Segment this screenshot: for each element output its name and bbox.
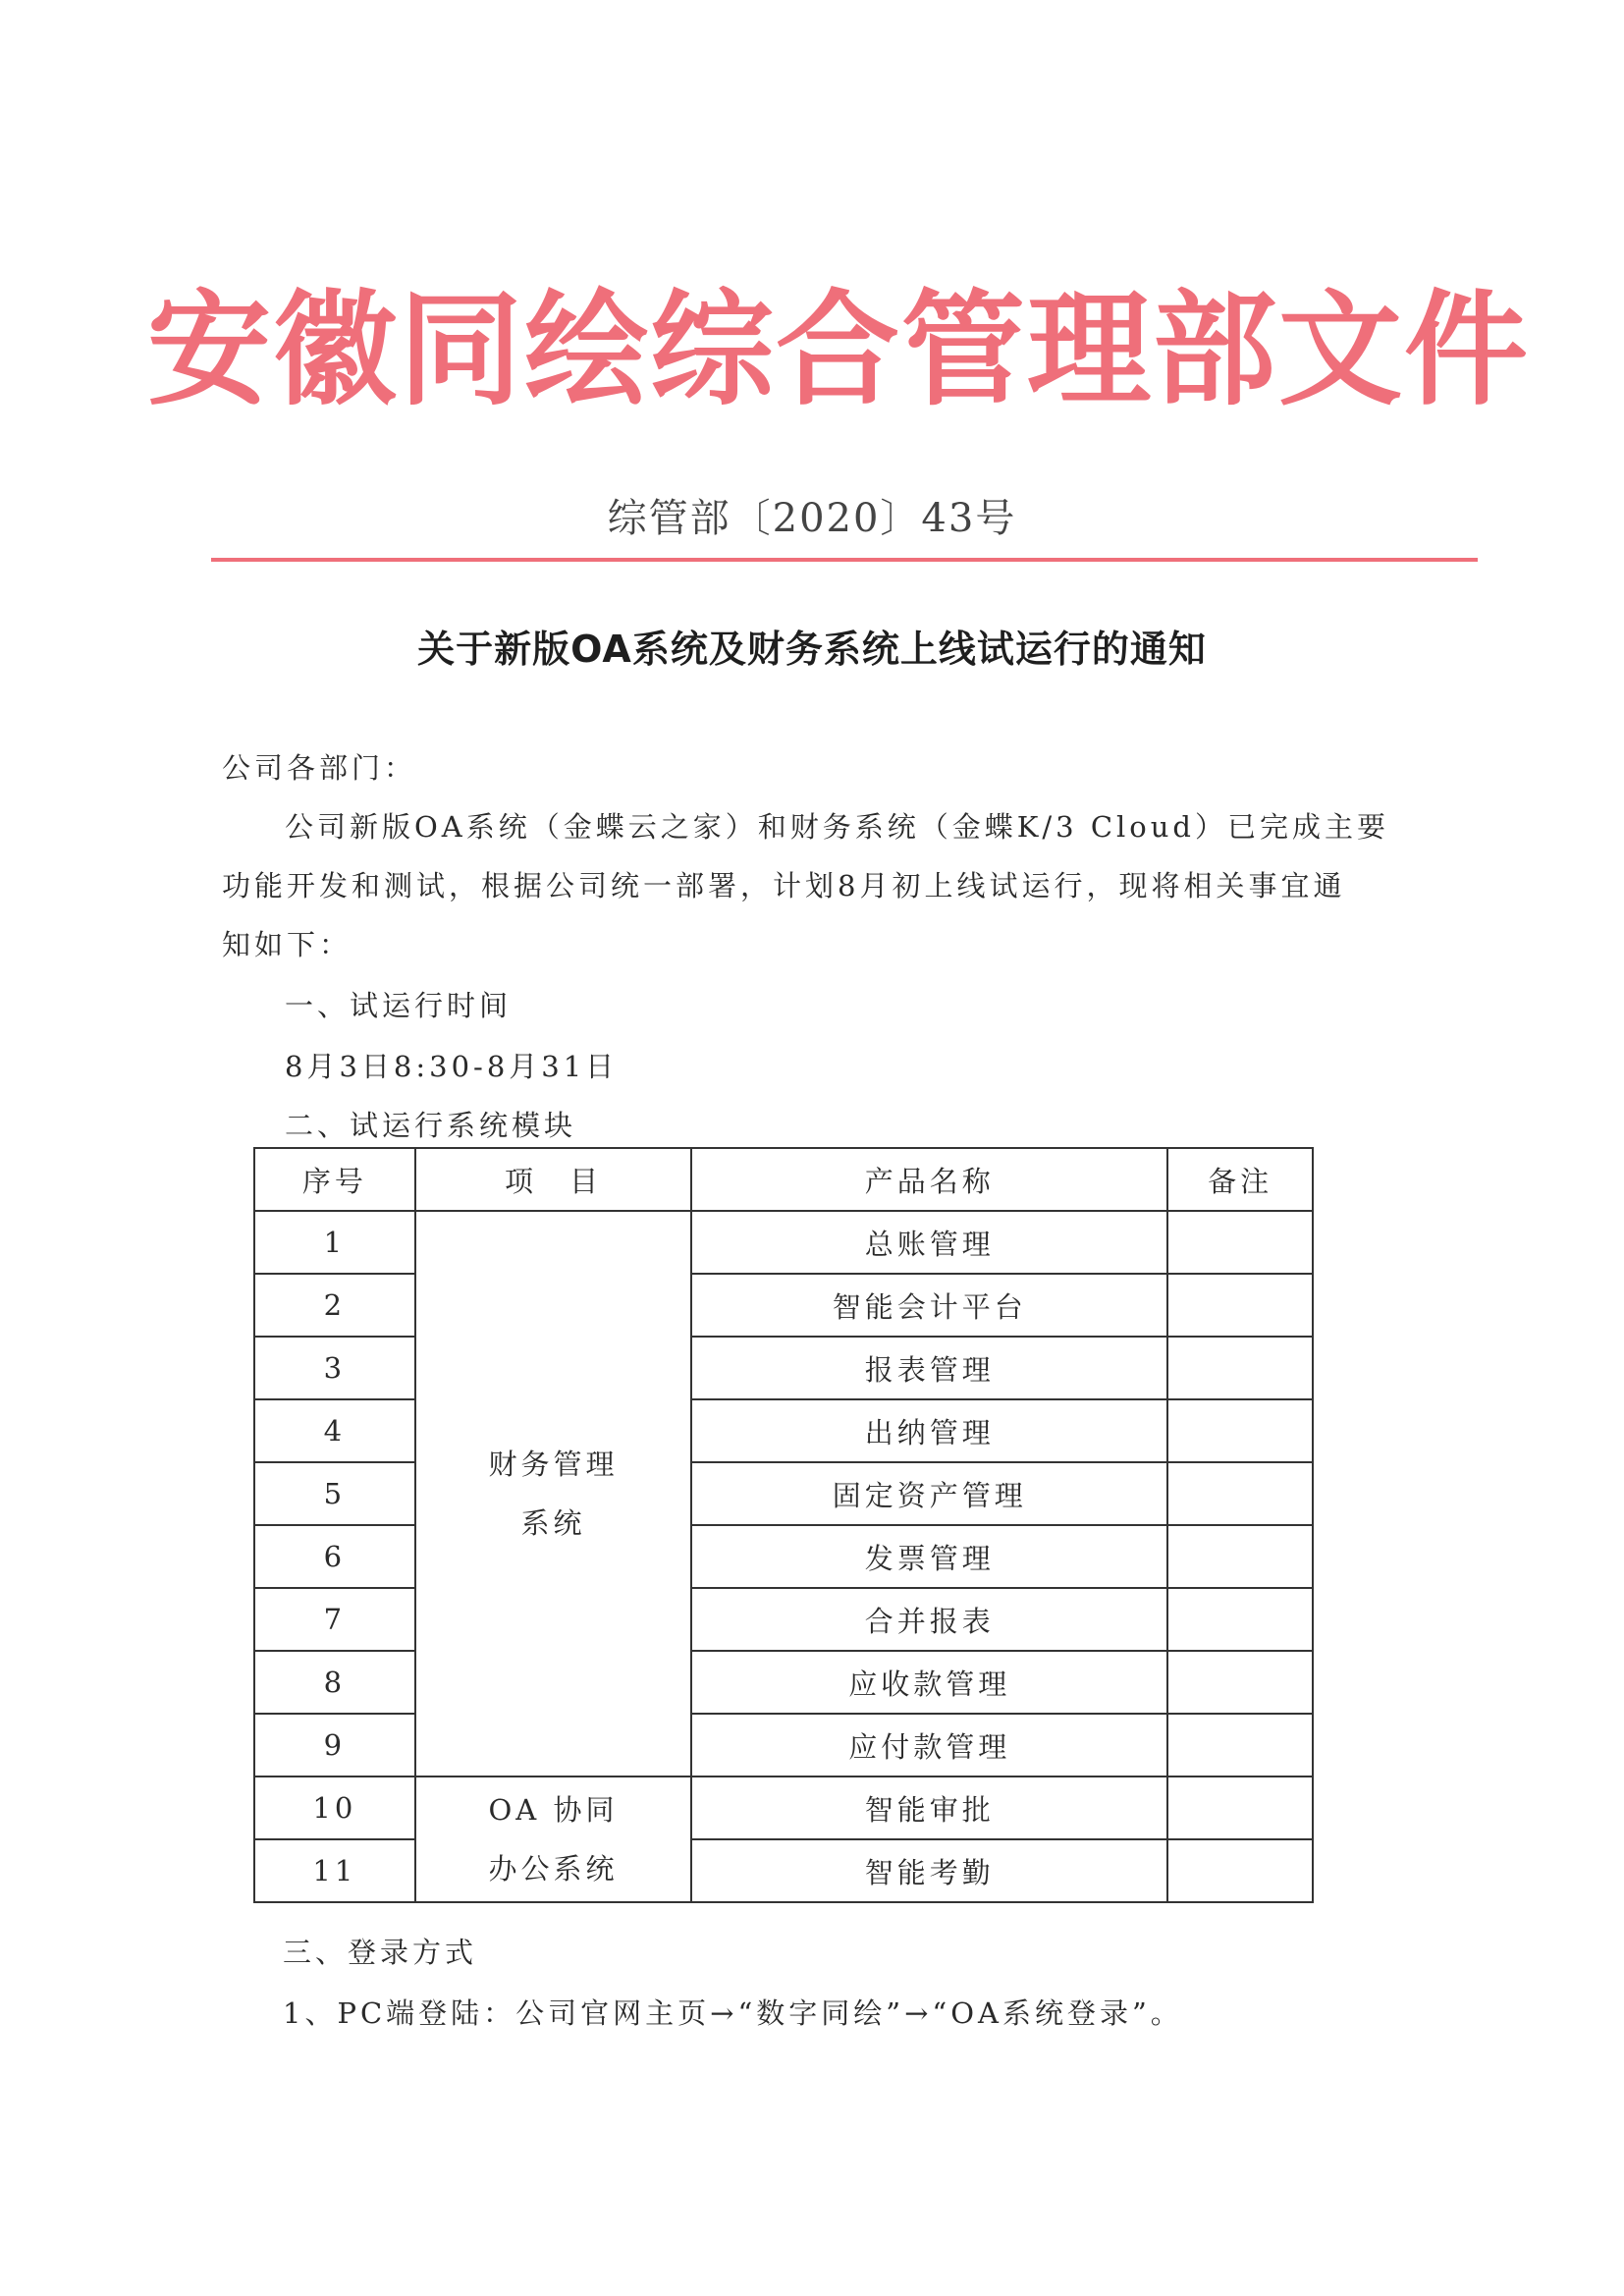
- product-cell: 报表管理: [691, 1337, 1167, 1399]
- seq-cell: 1: [254, 1211, 415, 1274]
- table-row: [254, 1588, 1313, 1651]
- seq-cell: 8: [254, 1651, 415, 1714]
- note-cell: [1167, 1651, 1313, 1714]
- notice-title: 关于新版OA系统及财务系统上线试运行的通知: [417, 628, 1207, 671]
- seq-cell: 6: [254, 1525, 415, 1588]
- product-cell: 应收款管理: [691, 1651, 1167, 1714]
- product-cell: 总账管理: [691, 1211, 1167, 1274]
- section-3-heading: 三、登录方式: [283, 1936, 478, 1969]
- note-cell: [1167, 1274, 1313, 1337]
- seq-cell: 7: [254, 1588, 415, 1651]
- category-finance-line1: 财务管理: [488, 1448, 619, 1481]
- section-1-text: 8月3日8:30-8月31日: [285, 1050, 619, 1083]
- note-cell: [1167, 1588, 1313, 1651]
- intro-line-2: 功能开发和测试，根据公司统一部署，计划8月初上线试运行，现将相关事宜通: [222, 869, 1346, 902]
- table-row: [254, 1651, 1313, 1714]
- table-row: [254, 1211, 1313, 1274]
- note-cell: [1167, 1211, 1313, 1274]
- note-cell: [1167, 1399, 1313, 1462]
- intro-line-3: 知如下：: [222, 928, 352, 961]
- category-oa-line1: OA 协同: [488, 1793, 619, 1827]
- note-cell: [1167, 1777, 1313, 1839]
- category-oa: [415, 1777, 692, 1902]
- salutation: 公司各部门：: [222, 751, 417, 785]
- seq-cell: 2: [254, 1274, 415, 1337]
- product-cell: 智能审批: [691, 1777, 1167, 1839]
- masthead: 安徽同绘综合管理部文件: [147, 278, 1530, 422]
- note-cell: [1167, 1839, 1313, 1902]
- header-note: 备注: [1167, 1148, 1313, 1211]
- seq-cell: 4: [254, 1399, 415, 1462]
- seq-cell: 5: [254, 1462, 415, 1525]
- section-2-heading: 二、试运行系统模块: [285, 1109, 577, 1142]
- product-cell: 出纳管理: [691, 1399, 1167, 1462]
- category-finance-line2: 系统: [520, 1506, 586, 1540]
- section-3-item-1: 1、PC端登陆：公司官网主页→“数字同绘”→“OA系统登录”。: [283, 1996, 1183, 2030]
- product-cell: 应付款管理: [691, 1714, 1167, 1777]
- category-finance: [415, 1211, 692, 1777]
- red-divider: [211, 558, 1478, 562]
- table-row: [254, 1337, 1313, 1399]
- category-oa-line2: 办公系统: [488, 1852, 619, 1886]
- section-1-heading: 一、试运行时间: [285, 989, 513, 1022]
- seq-cell: 9: [254, 1714, 415, 1777]
- table-row: [254, 1839, 1313, 1902]
- note-cell: [1167, 1337, 1313, 1399]
- document-number: 综管部〔2020〕43号: [607, 496, 1017, 541]
- product-cell: 智能考勤: [691, 1839, 1167, 1902]
- product-cell: 智能会计平台: [691, 1274, 1167, 1337]
- product-cell: 固定资产管理: [691, 1462, 1167, 1525]
- note-cell: [1167, 1714, 1313, 1777]
- product-cell: 合并报表: [691, 1588, 1167, 1651]
- seq-cell: 10: [254, 1777, 415, 1839]
- table-row: [254, 1714, 1313, 1777]
- intro-line-1: 公司新版OA系统（金蝶云之家）和财务系统（金蝶K/3 Cloud）已完成主要: [285, 810, 1389, 844]
- seq-cell: 3: [254, 1337, 415, 1399]
- header-product: 产品名称: [691, 1148, 1167, 1211]
- table-row: [254, 1462, 1313, 1525]
- header-item: 项 目: [415, 1148, 692, 1211]
- table-row: [254, 1777, 1313, 1839]
- header-seq: 序号: [254, 1148, 415, 1211]
- table-row: [254, 1525, 1313, 1588]
- note-cell: [1167, 1525, 1313, 1588]
- product-cell: 发票管理: [691, 1525, 1167, 1588]
- seq-cell: 11: [254, 1839, 415, 1902]
- table-row: [254, 1399, 1313, 1462]
- table-row: [254, 1274, 1313, 1337]
- note-cell: [1167, 1462, 1313, 1525]
- modules-table: [253, 1147, 1314, 1903]
- table-header-row: [254, 1148, 1313, 1211]
